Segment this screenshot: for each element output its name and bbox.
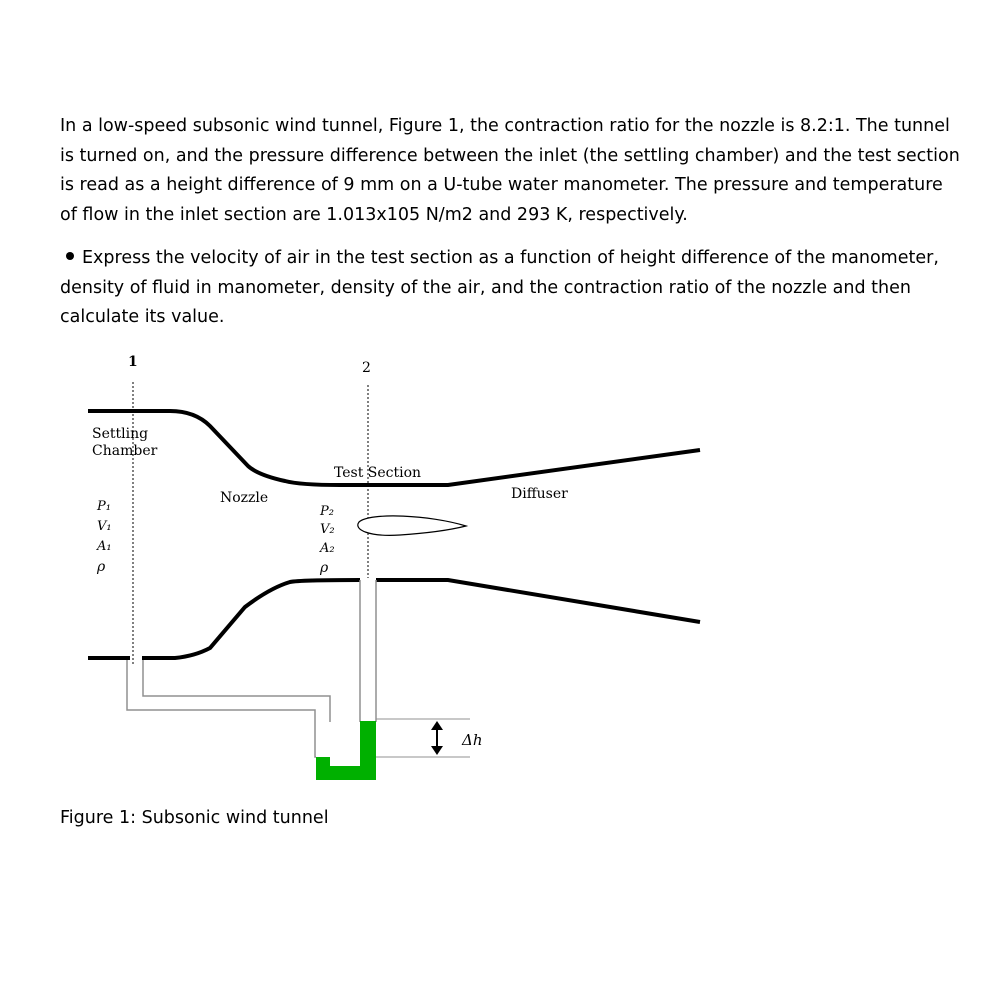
pressure-tube-inner (143, 660, 330, 722)
lower-tunnel-wall (142, 580, 360, 658)
test-pressure-label: P₂ (320, 504, 334, 519)
lower-diffuser-wall (376, 580, 700, 622)
nozzle-label: Nozzle (220, 490, 269, 506)
test-area-label: A₂ (320, 541, 335, 556)
test-velocity-label: V₂ (320, 522, 335, 537)
bullet-icon (66, 252, 74, 260)
test-section-label: Test Section (334, 465, 422, 481)
diffuser-label: Diffuser (511, 486, 568, 502)
dh-arrow-head-up (431, 721, 443, 730)
pressure-tube-outer (127, 660, 316, 757)
settling-chamber-label-1: Settling (92, 426, 149, 442)
test-density-label: ρ (320, 560, 329, 576)
inlet-pressure-label: P₁ (97, 499, 111, 514)
airfoil-model (358, 516, 466, 535)
manometer-fluid (316, 721, 376, 780)
problem-bullet (60, 244, 960, 333)
inlet-area-label: A₁ (97, 539, 112, 554)
dh-label: Δh (462, 731, 483, 749)
inlet-density-label: ρ (97, 559, 106, 575)
problem-paragraph: In a low-speed subsonic wind tunnel, Figure 1, the contraction ratio for the nozzle is 8.2:1. The tunnel is turned on, and the pressure difference between the inlet (the settling chamber) and the test section is read as a height difference of 9 mm on a U-tube water manometer. The pressure and temperature of flow in the inlet section are 1.013x105 N/m2 and 293 K, respectively. (60, 116, 960, 225)
manometer-right-tube (360, 580, 376, 722)
inlet-velocity-label: V₁ (97, 519, 112, 534)
bullet-text: Express the velocity of air in the test section as a function of height difference of the manometer, density of fluid in manometer, density of the air, and the contraction ratio of the nozzle and then calculate its value. (60, 248, 939, 327)
figure-caption: Figure 1: Subsonic wind tunnel (60, 808, 329, 828)
settling-chamber-label-2: Chamber (92, 443, 158, 459)
wind-tunnel-diagram (0, 340, 994, 800)
station-1-label: 1 (128, 354, 138, 370)
station-2-label: 2 (362, 360, 371, 376)
dh-arrow-head-down (431, 746, 443, 755)
